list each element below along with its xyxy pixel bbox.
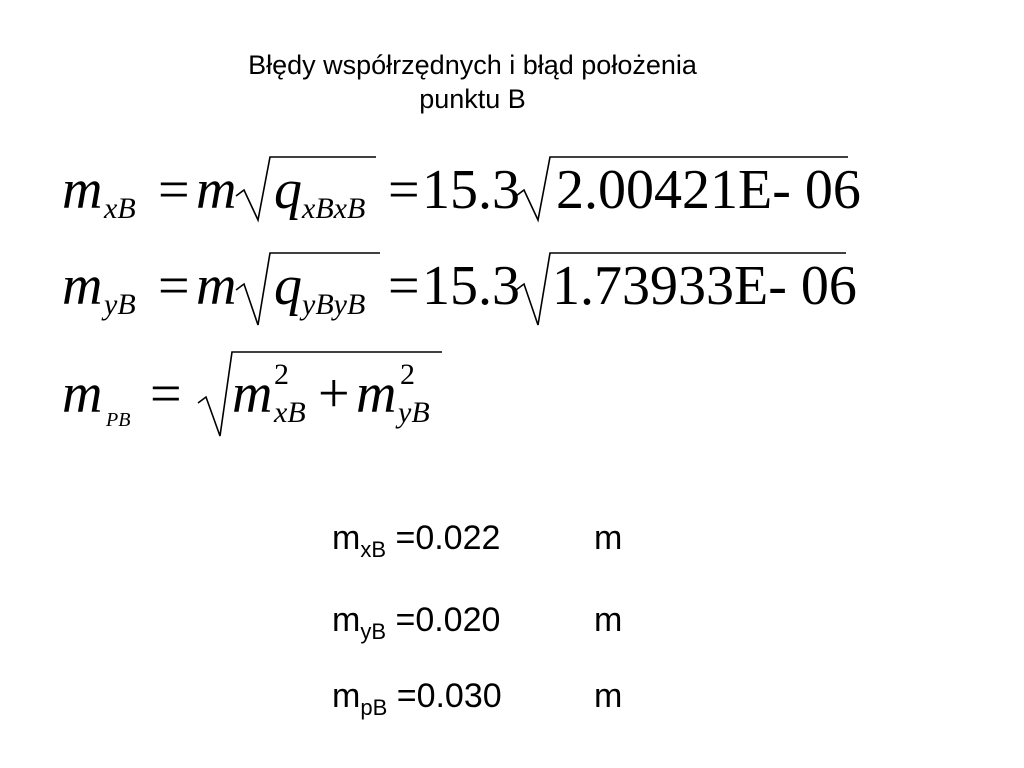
result-unit: m: [594, 519, 623, 557]
m-symbol: m: [62, 363, 103, 425]
subscript-yb: yB: [398, 396, 430, 429]
result-symbol: m: [332, 519, 361, 557]
result-value: 0.020: [415, 601, 501, 639]
result-unit: m: [594, 677, 623, 715]
result-mpb: [332, 676, 502, 720]
subscript-xbxb: xBxB: [302, 192, 366, 225]
m-symbol: m: [196, 255, 237, 317]
subscript-ybyb: yByB: [302, 288, 366, 321]
m-symbol: m: [62, 159, 103, 221]
subscript-xb: xB: [104, 192, 136, 225]
factor-value: 15.3: [422, 255, 520, 317]
result-myb: [332, 600, 500, 644]
exponent-2: 2: [274, 358, 289, 391]
m-symbol: m: [62, 255, 103, 317]
result-mxb: [332, 518, 500, 562]
m-symbol: m: [356, 363, 397, 425]
result-symbol: m: [332, 677, 361, 715]
result-subscript: xB: [360, 537, 387, 562]
title-line-1: Błędy współrzędnych i błąd położenia: [248, 50, 697, 80]
equals-sign: =: [388, 255, 420, 317]
result-equals: =: [396, 677, 417, 715]
m-symbol: m: [232, 363, 273, 425]
result-unit: m: [594, 601, 623, 639]
result-value: 0.030: [416, 677, 502, 715]
q-symbol: q: [274, 159, 302, 221]
exponent-2: 2: [400, 358, 415, 391]
subscript-xb: xB: [274, 396, 306, 429]
plus-sign: +: [318, 363, 350, 425]
equals-sign: =: [150, 363, 182, 425]
q-symbol: q: [274, 255, 302, 317]
title-line-2: punktu B: [419, 84, 526, 114]
result-equals: =: [395, 519, 416, 557]
subscript-yb: yB: [104, 288, 136, 321]
radicand-value: 1.73933E- 06: [552, 255, 857, 317]
subscript-pb: PB: [106, 409, 131, 431]
equals-sign: =: [388, 159, 420, 221]
radicand-value: 2.00421E- 06: [556, 159, 861, 221]
result-subscript: yB: [360, 619, 387, 644]
factor-value: 15.3: [422, 159, 520, 221]
result-symbol: m: [332, 601, 361, 639]
equals-sign: =: [158, 159, 190, 221]
result-value: 0.022: [415, 519, 501, 557]
equals-sign: =: [158, 255, 190, 317]
m-symbol: m: [196, 159, 237, 221]
result-subscript: pB: [360, 695, 388, 720]
result-equals: =: [395, 601, 416, 639]
